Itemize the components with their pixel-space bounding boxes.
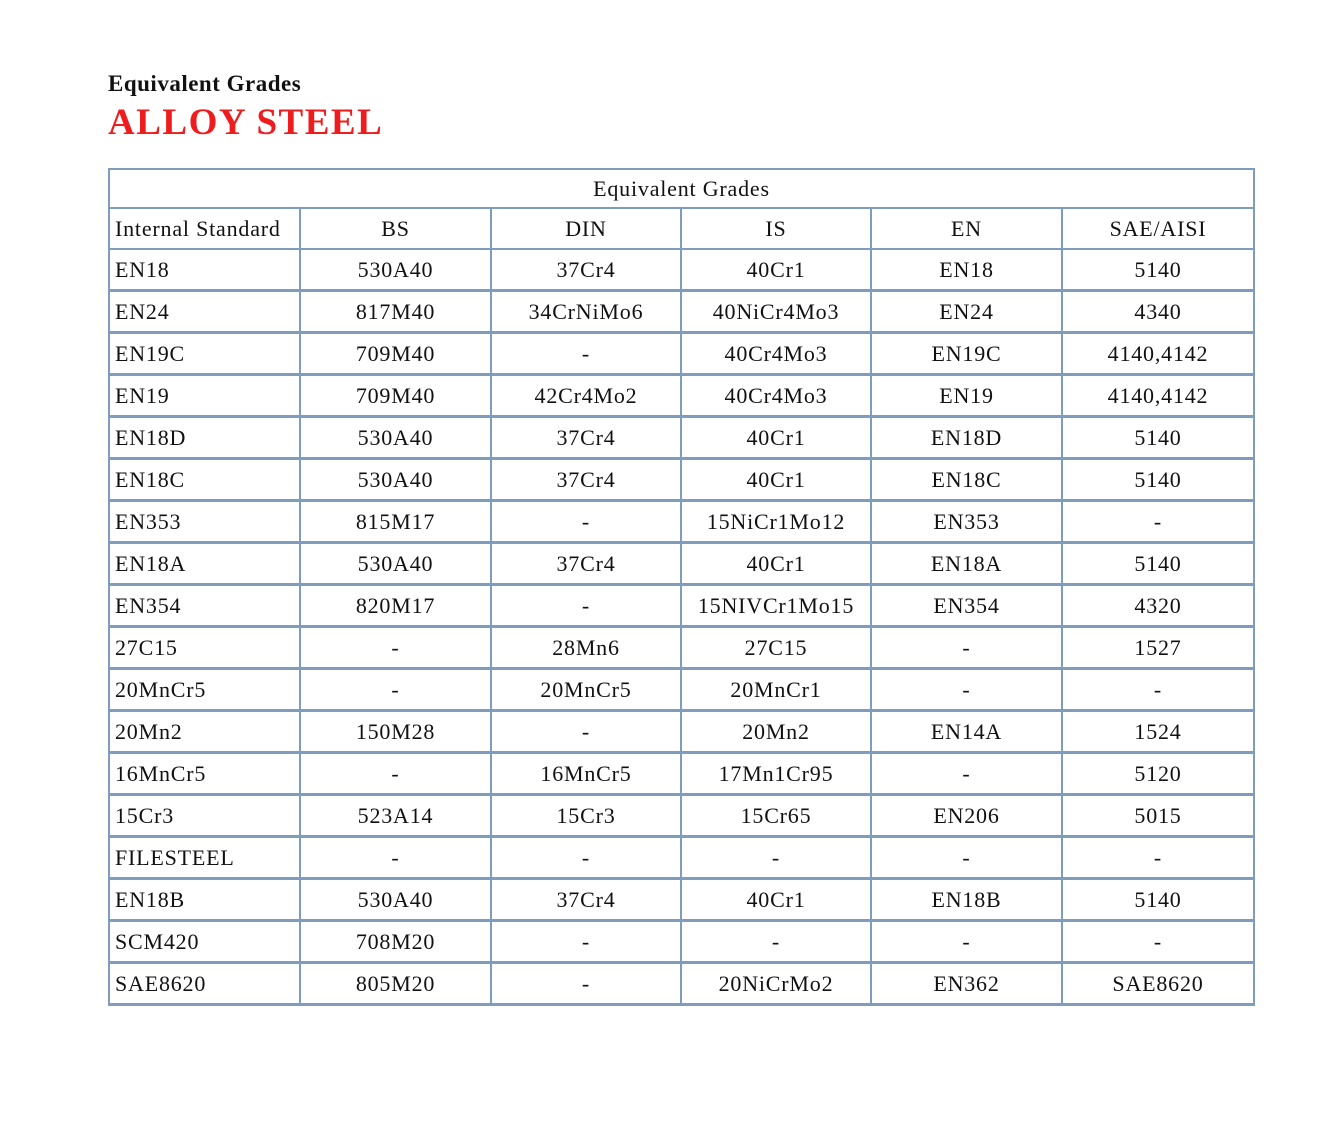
cell-is: 20Mn2 <box>681 711 871 753</box>
cell-bs: - <box>300 753 491 795</box>
column-header-internal-standard: Internal Standard <box>109 208 300 249</box>
column-header-en: EN <box>871 208 1062 249</box>
cell-en: - <box>871 837 1062 879</box>
cell-is: 40Cr1 <box>681 879 871 921</box>
cell-internal-standard: 27C15 <box>109 627 300 669</box>
cell-is: - <box>681 921 871 963</box>
cell-en: EN18A <box>871 543 1062 585</box>
column-header-is: IS <box>681 208 871 249</box>
cell-internal-standard: EN18D <box>109 417 300 459</box>
cell-en: EN18D <box>871 417 1062 459</box>
cell-din: - <box>491 837 681 879</box>
cell-en: EN14A <box>871 711 1062 753</box>
cell-en: EN19 <box>871 375 1062 417</box>
table-row <box>109 711 1254 753</box>
cell-internal-standard: EN19 <box>109 375 300 417</box>
cell-internal-standard: EN353 <box>109 501 300 543</box>
cell-sae-aisi: 5015 <box>1062 795 1254 837</box>
table-row <box>109 501 1254 543</box>
cell-is: 40Cr4Mo3 <box>681 375 871 417</box>
cell-is: 15NiCr1Mo12 <box>681 501 871 543</box>
cell-sae-aisi: - <box>1062 669 1254 711</box>
cell-sae-aisi: SAE8620 <box>1062 963 1254 1005</box>
cell-is: 20NiCrMo2 <box>681 963 871 1005</box>
cell-bs: 523A14 <box>300 795 491 837</box>
cell-internal-standard: EN18B <box>109 879 300 921</box>
cell-en: - <box>871 921 1062 963</box>
cell-internal-standard: 20MnCr5 <box>109 669 300 711</box>
cell-sae-aisi: 5140 <box>1062 417 1254 459</box>
cell-internal-standard: SAE8620 <box>109 963 300 1005</box>
cell-bs: - <box>300 837 491 879</box>
table-row <box>109 291 1254 333</box>
cell-en: EN19C <box>871 333 1062 375</box>
cell-din: 37Cr4 <box>491 879 681 921</box>
cell-sae-aisi: 4140,4142 <box>1062 375 1254 417</box>
cell-sae-aisi: 1527 <box>1062 627 1254 669</box>
cell-din: 28Mn6 <box>491 627 681 669</box>
table-row <box>109 543 1254 585</box>
cell-is: 20MnCr1 <box>681 669 871 711</box>
cell-bs: 708M20 <box>300 921 491 963</box>
equivalent-grades-table <box>108 168 1255 1006</box>
table-row <box>109 249 1254 291</box>
column-header-din: DIN <box>491 208 681 249</box>
cell-din: 37Cr4 <box>491 249 681 291</box>
cell-din: - <box>491 501 681 543</box>
cell-en: EN18B <box>871 879 1062 921</box>
cell-bs: 815M17 <box>300 501 491 543</box>
cell-bs: 817M40 <box>300 291 491 333</box>
cell-bs: - <box>300 627 491 669</box>
cell-internal-standard: FILESTEEL <box>109 837 300 879</box>
cell-sae-aisi: 5140 <box>1062 459 1254 501</box>
cell-en: EN24 <box>871 291 1062 333</box>
cell-bs: 530A40 <box>300 879 491 921</box>
cell-en: - <box>871 753 1062 795</box>
cell-sae-aisi: 4140,4142 <box>1062 333 1254 375</box>
cell-bs: 709M40 <box>300 333 491 375</box>
cell-sae-aisi: - <box>1062 921 1254 963</box>
cell-bs: 820M17 <box>300 585 491 627</box>
table-row <box>109 795 1254 837</box>
cell-internal-standard: 16MnCr5 <box>109 753 300 795</box>
cell-internal-standard: EN24 <box>109 291 300 333</box>
cell-internal-standard: 20Mn2 <box>109 711 300 753</box>
column-header-bs: BS <box>300 208 491 249</box>
cell-en: - <box>871 669 1062 711</box>
cell-bs: 709M40 <box>300 375 491 417</box>
cell-en: EN206 <box>871 795 1062 837</box>
cell-din: 20MnCr5 <box>491 669 681 711</box>
cell-sae-aisi: 1524 <box>1062 711 1254 753</box>
cell-sae-aisi: 5140 <box>1062 879 1254 921</box>
cell-internal-standard: EN18C <box>109 459 300 501</box>
cell-bs: 530A40 <box>300 459 491 501</box>
table-row <box>109 333 1254 375</box>
cell-is: 27C15 <box>681 627 871 669</box>
cell-bs: 805M20 <box>300 963 491 1005</box>
table-row <box>109 375 1254 417</box>
cell-en: - <box>871 627 1062 669</box>
cell-is: 40Cr1 <box>681 249 871 291</box>
cell-din: - <box>491 333 681 375</box>
cell-din: - <box>491 963 681 1005</box>
table-body <box>109 249 1254 1005</box>
table-caption: Equivalent Grades <box>109 169 1254 208</box>
cell-sae-aisi: 5140 <box>1062 543 1254 585</box>
cell-din: 16MnCr5 <box>491 753 681 795</box>
cell-is: 15NIVCr1Mo15 <box>681 585 871 627</box>
cell-sae-aisi: - <box>1062 501 1254 543</box>
cell-bs: 530A40 <box>300 249 491 291</box>
cell-en: EN353 <box>871 501 1062 543</box>
cell-bs: - <box>300 669 491 711</box>
page-title: ALLOY STEEL <box>108 102 384 143</box>
cell-din: 15Cr3 <box>491 795 681 837</box>
table-row <box>109 417 1254 459</box>
table-row <box>109 669 1254 711</box>
cell-din: - <box>491 711 681 753</box>
cell-bs: 530A40 <box>300 543 491 585</box>
cell-is: 15Cr65 <box>681 795 871 837</box>
cell-internal-standard: SCM420 <box>109 921 300 963</box>
cell-is: 40Cr1 <box>681 459 871 501</box>
cell-bs: 150M28 <box>300 711 491 753</box>
cell-is: 40Cr4Mo3 <box>681 333 871 375</box>
cell-din: 42Cr4Mo2 <box>491 375 681 417</box>
table-head <box>109 169 1254 249</box>
cell-sae-aisi: 5120 <box>1062 753 1254 795</box>
table-row <box>109 837 1254 879</box>
cell-is: 40NiCr4Mo3 <box>681 291 871 333</box>
cell-internal-standard: EN18A <box>109 543 300 585</box>
cell-is: 17Mn1Cr95 <box>681 753 871 795</box>
cell-is: - <box>681 837 871 879</box>
cell-en: EN18C <box>871 459 1062 501</box>
cell-internal-standard: EN354 <box>109 585 300 627</box>
table-row <box>109 921 1254 963</box>
cell-internal-standard: EN19C <box>109 333 300 375</box>
cell-en: EN354 <box>871 585 1062 627</box>
table-row <box>109 963 1254 1005</box>
cell-en: EN362 <box>871 963 1062 1005</box>
cell-sae-aisi: 4340 <box>1062 291 1254 333</box>
column-header-row <box>109 208 1254 249</box>
cell-is: 40Cr1 <box>681 543 871 585</box>
cell-din: 37Cr4 <box>491 417 681 459</box>
table-row <box>109 753 1254 795</box>
cell-din: - <box>491 585 681 627</box>
cell-sae-aisi: - <box>1062 837 1254 879</box>
cell-sae-aisi: 4320 <box>1062 585 1254 627</box>
caption-row <box>109 169 1254 208</box>
cell-internal-standard: EN18 <box>109 249 300 291</box>
cell-din: 37Cr4 <box>491 459 681 501</box>
table-row <box>109 627 1254 669</box>
cell-din: 34CrNiMo6 <box>491 291 681 333</box>
cell-internal-standard: 15Cr3 <box>109 795 300 837</box>
table-row <box>109 459 1254 501</box>
table-row <box>109 585 1254 627</box>
cell-din: - <box>491 921 681 963</box>
cell-en: EN18 <box>871 249 1062 291</box>
cell-is: 40Cr1 <box>681 417 871 459</box>
cell-sae-aisi: 5140 <box>1062 249 1254 291</box>
page-subtitle: Equivalent Grades <box>108 71 302 96</box>
column-header-sae-aisi: SAE/AISI <box>1062 208 1254 249</box>
table-row <box>109 879 1254 921</box>
cell-din: 37Cr4 <box>491 543 681 585</box>
cell-bs: 530A40 <box>300 417 491 459</box>
